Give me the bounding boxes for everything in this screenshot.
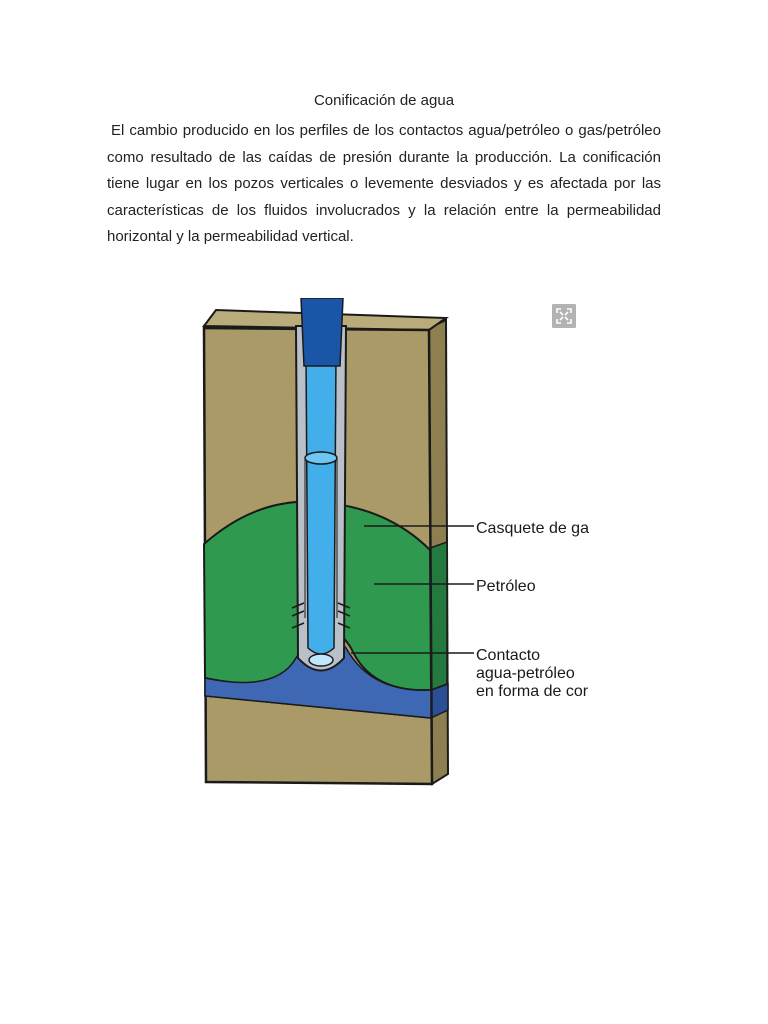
document-title: Conificación de agua — [313, 92, 455, 109]
tubing-joint — [305, 452, 337, 464]
contact-label-line2: agua-petróleo — [476, 665, 575, 682]
contact-label-line1: Contacto — [476, 647, 541, 664]
tubing-bottom — [309, 654, 333, 666]
tubing-upper — [301, 298, 343, 366]
gas-cap-label: Casquete de ga — [476, 520, 589, 537]
expand-image-button[interactable] — [552, 304, 576, 328]
oil-label: Petróleo — [476, 578, 536, 595]
document-paragraph: El cambio producido en los perfiles de los contactos agua/petróleo o gas/petróleo como resultado de las caídas de presión durante la producción. La conificación tiene lugar en los pozos verticales o levemente desviados y es afectada por las características de los fluidos involucrados y la relación entre la permeabilidad horizontal y la permeabilidad vertical. — [107, 122, 661, 245]
expand-icon — [552, 304, 576, 328]
oil-side-band — [430, 542, 447, 690]
water-coning-figure — [196, 298, 596, 793]
contact-label-line3: en forma de cor — [476, 683, 589, 700]
tubing-light — [306, 356, 336, 654]
